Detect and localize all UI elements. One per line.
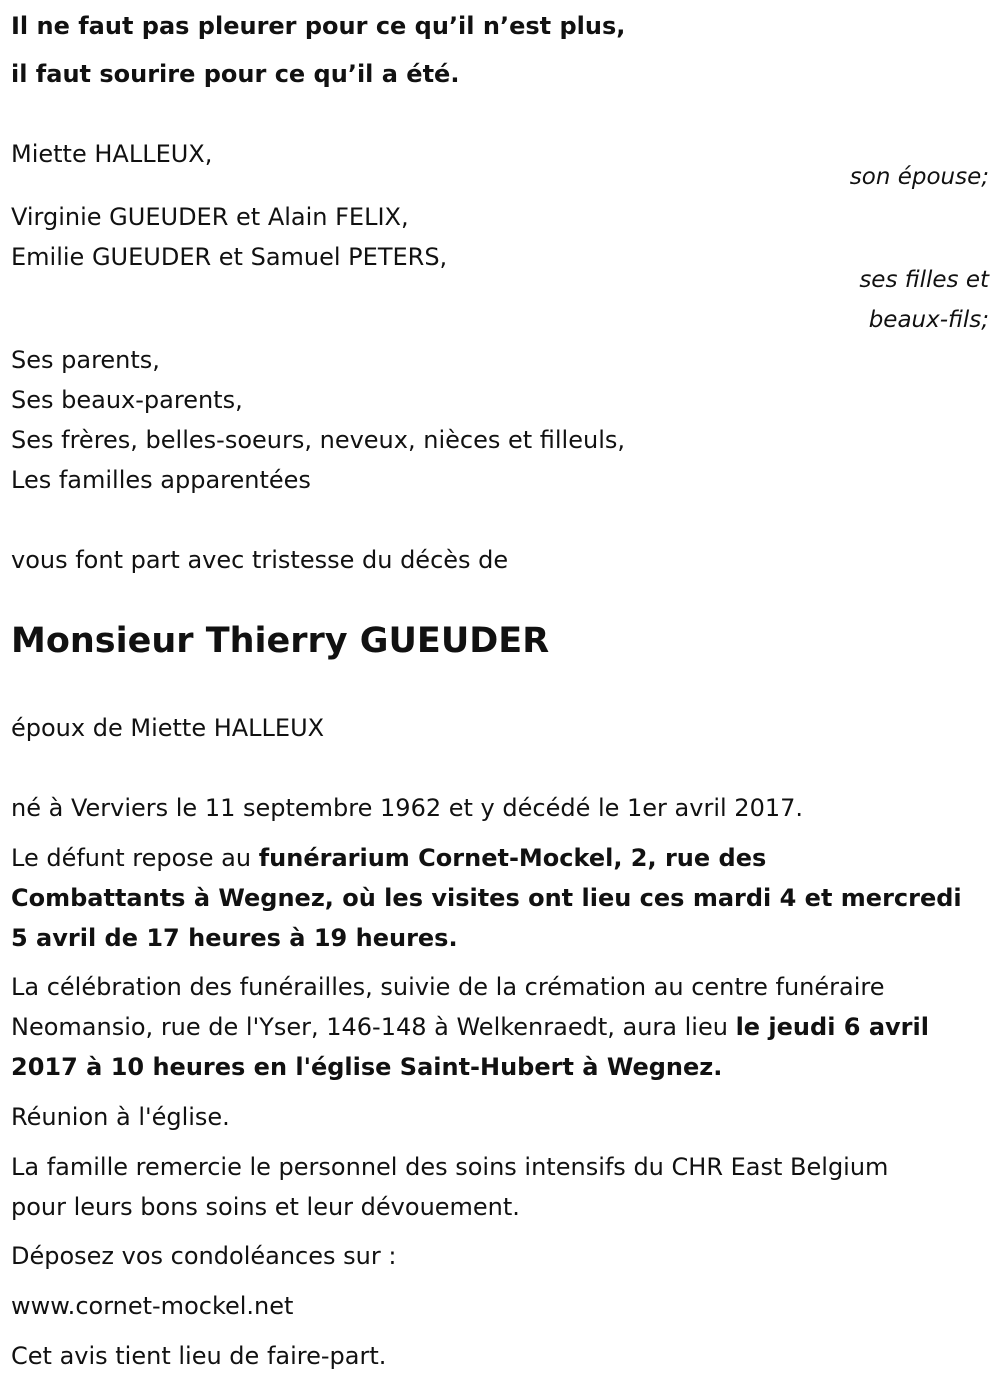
visitation-line-3: 5 avril de 17 heures à 19 heures.	[11, 924, 458, 952]
funeral-line-1: La célébration des funérailles, suivie de la crémation au centre funéraire	[11, 973, 885, 1001]
daughter-2: Emilie GUEUDER et Samuel PETERS,	[11, 243, 448, 271]
quote-line-1: Il ne faut pas pleurer pour ce qu’il n’est plus,	[11, 12, 626, 40]
siblings: Ses frères, belles-soeurs, neveux, nièces et filleuls,	[11, 426, 626, 454]
deceased-name: Monsieur Thierry GUEUDER	[11, 621, 550, 661]
daughters-relation-line-2: beaux-fils;	[868, 307, 989, 333]
visitation-line-2: Combattants à Wegnez, où les visites ont lieu ces mardi 4 et mercredi	[11, 884, 962, 912]
funeral-line-3: 2017 à 10 heures en l'église Saint-Hubert à Wegnez.	[11, 1053, 723, 1081]
visitation-line-1	[11, 846, 766, 870]
daughter-1: Virginie GUEUDER et Alain FELIX,	[11, 203, 409, 231]
funeral-date: le jeudi 6 avril	[735, 1013, 929, 1041]
spouse-name: Miette HALLEUX,	[11, 140, 213, 168]
visitation-location: funérarium Cornet-Mockel, 2, rue des	[258, 844, 767, 872]
deceased-spouse-of: époux de Miette HALLEUX	[11, 714, 325, 742]
quote-line-2: il faut sourire pour ce qu’il a été.	[11, 60, 460, 88]
closing: Cet avis tient lieu de faire-part.	[11, 1342, 387, 1370]
meeting: Réunion à l'église.	[11, 1103, 230, 1131]
spouse-relation: son épouse;	[849, 164, 989, 190]
thanks-line-1: La famille remercie le personnel des soins intensifs du CHR East Belgium	[11, 1153, 889, 1181]
daughters-relation-line-1: ses filles et	[859, 267, 989, 293]
parents-in-law: Ses beaux-parents,	[11, 386, 243, 414]
announcement: vous font part avec tristesse du décès de	[11, 546, 509, 574]
condolences-label: Déposez vos condoléances sur :	[11, 1242, 397, 1270]
visitation-intro: Le défunt repose au	[11, 844, 259, 872]
thanks-line-2: pour leurs bons soins et leur dévouement.	[11, 1193, 520, 1221]
funeral-venue: Neomansio, rue de l'Yser, 146-148 à Welkenraedt, aura lieu	[11, 1013, 736, 1041]
condolences-website[interactable]: www.cornet-mockel.net	[11, 1292, 294, 1320]
funeral-line-2	[11, 1015, 929, 1039]
parents: Ses parents,	[11, 346, 160, 374]
birth-death: né à Verviers le 11 septembre 1962 et y décédé le 1er avril 2017.	[11, 794, 803, 822]
related-families: Les familles apparentées	[11, 466, 311, 494]
